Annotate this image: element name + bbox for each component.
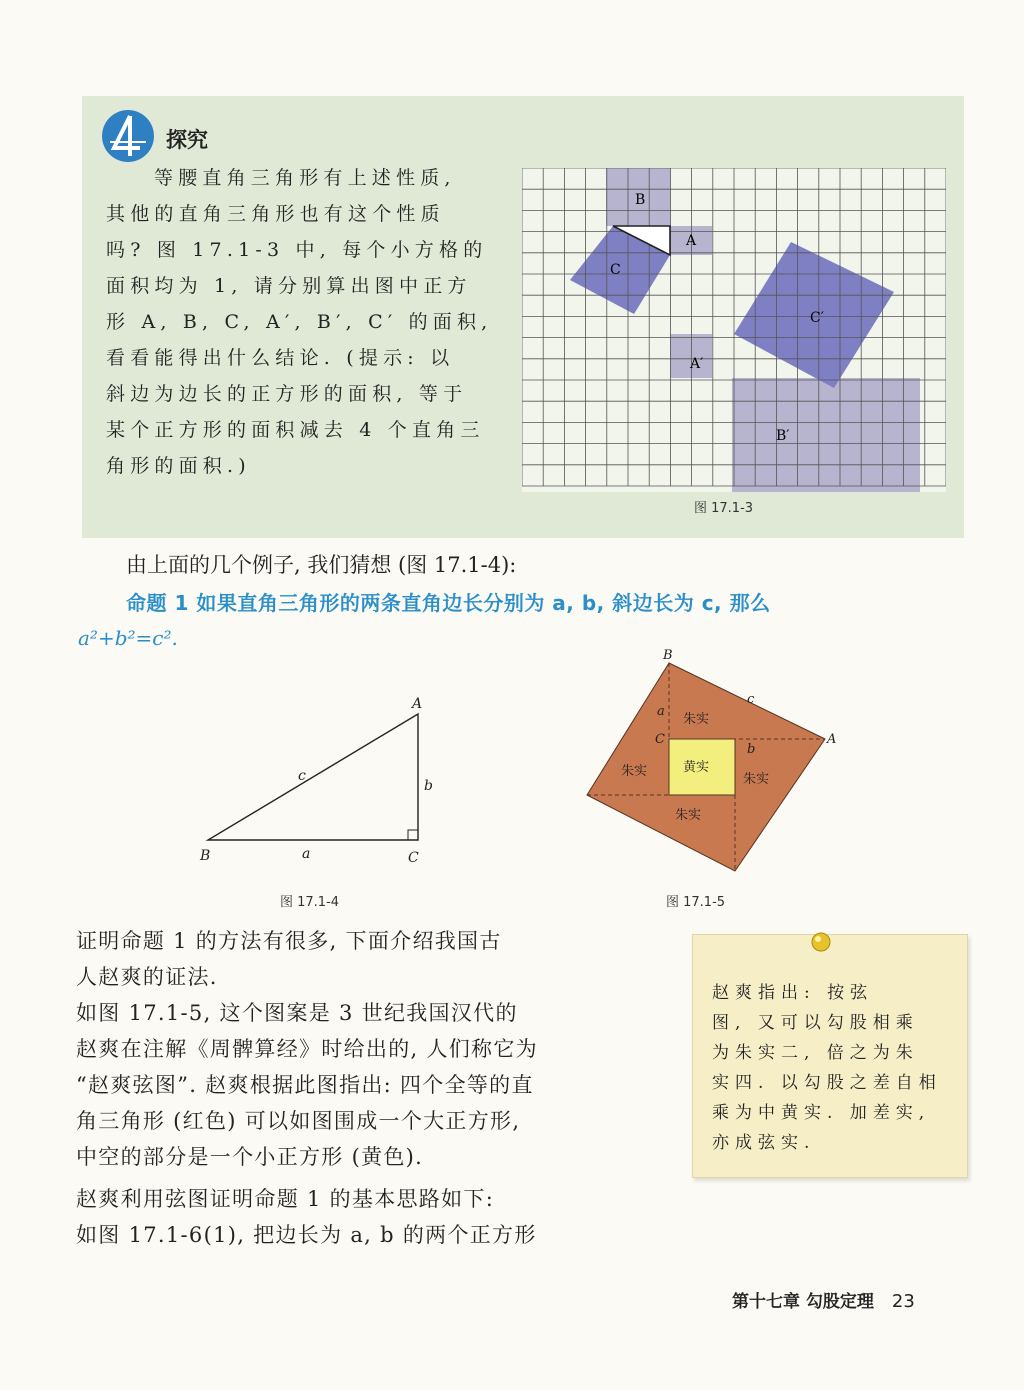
body-line: 如图 17.1-5, 这个图案是 3 世纪我国汉代的 xyxy=(76,1001,518,1025)
explore-line: 形 A, B, C, A′, B′, C′ 的面积, xyxy=(106,311,493,333)
body-line: 赵爽在注解《周髀算经》时给出的, 人们称它为 xyxy=(76,1037,538,1061)
figure-caption: 图 17.1-3 xyxy=(694,501,754,516)
figure-17-1-3 xyxy=(522,168,946,492)
vertex-B: B xyxy=(663,648,673,663)
vertex-A: A xyxy=(827,732,837,747)
conjecture-text: 由上面的几个例子, 我们猜想 (图 17.1-4): xyxy=(126,553,517,577)
explore-line: 吗? 图 17.1-3 中, 每个小方格的 xyxy=(106,239,488,261)
body-line: 证明命题 1 的方法有很多, 下面介绍我国古 xyxy=(76,929,502,953)
vertex-B: B xyxy=(200,848,211,864)
explore-line: 角形的面积.) xyxy=(106,455,251,477)
side-c: c xyxy=(747,692,755,707)
body-line: 中空的部分是一个小正方形 (黄色). xyxy=(76,1145,424,1169)
side-a: a xyxy=(302,846,311,862)
explore-line: 某个正方形的面积减去 4 个直角三 xyxy=(106,419,485,441)
figure-17-1-4 xyxy=(190,690,450,870)
proposition-formula: a²+b²=c². xyxy=(78,626,178,650)
explore-text xyxy=(106,166,516,486)
yellow-label: 黄实 xyxy=(683,760,710,775)
body-line: 角三角形 (红色) 可以如图围成一个大正方形, xyxy=(76,1109,521,1133)
body-line: 如图 17.1-6(1), 把边长为 a, b 的两个正方形 xyxy=(76,1223,537,1247)
red-label: 朱实 xyxy=(675,808,702,823)
explore-title: 探究 xyxy=(166,128,208,152)
page-footer xyxy=(732,1287,915,1312)
explore-line: 看看能得出什么结论. (提示: 以 xyxy=(106,347,455,369)
body-line: “赵爽弦图”. 赵爽根据此图指出: 四个全等的直 xyxy=(76,1073,534,1097)
explore-line: 等腰直角三角形有上述性质, xyxy=(154,167,456,189)
vertex-A: A xyxy=(412,696,423,712)
note-line: 亦成弦实. xyxy=(712,1133,816,1153)
note-line: 乘为中黄实. 加差实, xyxy=(712,1103,931,1123)
note-line: 实四. 以勾股之差自相 xyxy=(712,1073,942,1093)
label-B: B xyxy=(635,192,646,208)
right-angle-mark xyxy=(408,830,418,840)
note-line: 赵爽指出: 按弦 xyxy=(712,983,874,1003)
explore-line: 斜边为边长的正方形的面积, 等于 xyxy=(106,383,468,405)
red-label: 朱实 xyxy=(683,712,710,727)
figure-caption: 图 17.1-4 xyxy=(280,895,340,910)
note-line: 为朱实二, 倍之为朱 xyxy=(712,1043,919,1063)
explore-compass-icon xyxy=(100,108,156,164)
body-line: 人赵爽的证法. xyxy=(76,965,218,989)
proposition-line: 命题 1 如果直角三角形的两条直角边长分别为 a, b, 斜边长为 c, 那么 xyxy=(126,591,771,615)
chapter-title: 第十七章 勾股定理 xyxy=(732,1292,874,1312)
label-A-prime: A′ xyxy=(690,356,704,372)
label-A: A xyxy=(686,233,697,249)
figure-17-1-5 xyxy=(575,645,845,885)
explore-line: 其他的直角三角形也有这个性质 xyxy=(106,203,445,225)
vertex-C: C xyxy=(655,732,665,747)
vertex-C: C xyxy=(408,850,419,866)
side-a: a xyxy=(657,704,665,719)
label-B-prime: B′ xyxy=(776,428,790,444)
red-label: 朱实 xyxy=(621,764,648,779)
side-b: b xyxy=(424,778,433,794)
page-number: 23 xyxy=(891,1291,915,1312)
grid-lines xyxy=(522,168,946,486)
label-C-prime: C′ xyxy=(810,310,824,326)
side-c: c xyxy=(298,768,306,784)
body-line: 赵爽利用弦图证明命题 1 的基本思路如下: xyxy=(76,1187,495,1211)
square-B-prime xyxy=(732,378,920,492)
red-label: 朱实 xyxy=(743,772,770,787)
figure-caption: 图 17.1-5 xyxy=(666,895,726,910)
explore-line: 面积均为 1, 请分别算出图中正方 xyxy=(106,275,472,297)
label-C: C xyxy=(610,262,621,278)
side-b: b xyxy=(747,742,756,757)
triangle-abc xyxy=(208,714,418,840)
pushpin-icon xyxy=(808,928,834,954)
note-line: 图, 又可以勾股相乘 xyxy=(712,1013,919,1033)
